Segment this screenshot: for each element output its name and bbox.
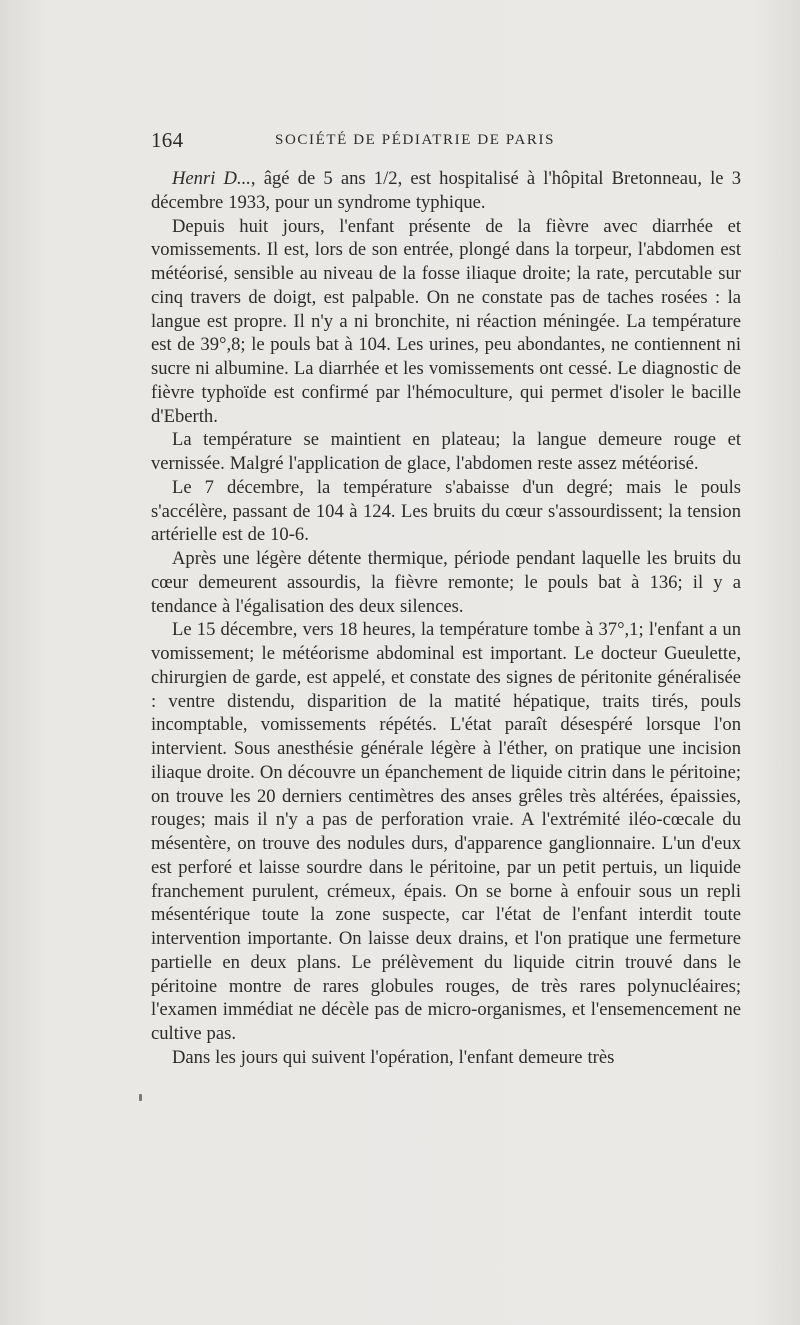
paragraph-4: Le 7 décembre, la température s'abaisse d'un degré; mais le pouls s'accélère, passant de 104 à 124. Les bruits du cœur s'assourdissent; la tension artérielle est de 10-6. bbox=[151, 476, 741, 546]
paragraph-1-text: , âgé de 5 ans 1/2, est hospitalisé à l'hôpital Bretonneau, le 3 décembre 1933, pour un syndrome typhique. bbox=[151, 168, 741, 213]
paragraph-2: Depuis huit jours, l'enfant présente de la fièvre avec diarrhée et vomissements. Il est, lors de son entrée, plongé dans la torpeur, l'abdomen est météorisé, sensible au niveau de la fosse iliaque droite; la rate, percutable sur cinq travers de doigt, est palpable. On ne constate pas de taches rosées : la langue est propre. Il n'y a ni bronchite, ni réaction méningée. La température est de 39°,8; le pouls bat à 104. Les urines, peu abondantes, ne contiennent ni sucre ni albumine. La diarrhée et les vomissements ont cessé. Le diagnostic de fièvre typhoïde est confirmé par l'hémoculture, qui permet d'isoler le bacille d'Eberth. bbox=[151, 215, 741, 427]
page-header bbox=[151, 128, 741, 156]
paragraph-5: Après une légère détente thermique, période pendant laquelle les bruits du cœur demeurent assourdis, la fièvre remonte; le pouls bat à 136; il y a tendance à l'égalisation des deux silences. bbox=[151, 548, 741, 617]
paragraph-7: Dans les jours qui suivent l'opération, l'enfant demeure très bbox=[172, 1046, 615, 1068]
body-text bbox=[151, 167, 741, 1070]
patient-name: Henri D... bbox=[172, 168, 251, 189]
paragraph-1 bbox=[151, 167, 741, 215]
paragraph-3: La température se maintient en plateau; la langue demeure rouge et vernissée. Malgré l'application de glace, l'abdomen reste assez météorisé. bbox=[151, 429, 741, 474]
margin-mark bbox=[139, 1094, 142, 1101]
running-title: SOCIÉTÉ DE PÉDIATRIE DE PARIS bbox=[275, 132, 556, 148]
page-number: 164 bbox=[151, 128, 184, 152]
paragraph-6: Le 15 décembre, vers 18 heures, la température tombe à 37°,1; l'enfant a un vomissement; le météorisme abdominal est important. Le docteur Gueulette, chirurgien de garde, est appelé, et constate des signes de péritonite généralisée : ventre distendu, disparition de la matité hépatique, traits tirés, pouls incomptable, vomissements répétés. L'état paraît désespéré lorsque l'on intervient. Sous anesthésie générale légère à l'éther, on pratique une incision iliaque droite. On découvre un épanchement de liquide citrin dans le péritoine; on trouve les 20 derniers centimètres des anses grêles très altérées, épaissies, rouges; mais il n'y a pas de perforation vraie. A l'extrémité iléo-cœcale du mésentère, on trouve des nodules durs, d'apparence ganglionnaire. L'un d'eux est perforé et laisse sourdre dans le péritoine, par un petit pertuis, un liquide franchement purulent, crémeux, épais. On se borne à enfouir sous un repli mésentérique toute la zone suspecte, car l'état de l'enfant interdit toute intervention importante. On laisse deux drains, et l'on pratique une fermeture partielle en deux plans. Le prélèvement du liquide citrin trouvé dans le péritoine montre de rares globules rouges, de très rares polynucléaires; l'examen immédiat ne décèle pas de micro-organismes, et l'ensemencement ne cultive pas. bbox=[151, 619, 741, 1044]
